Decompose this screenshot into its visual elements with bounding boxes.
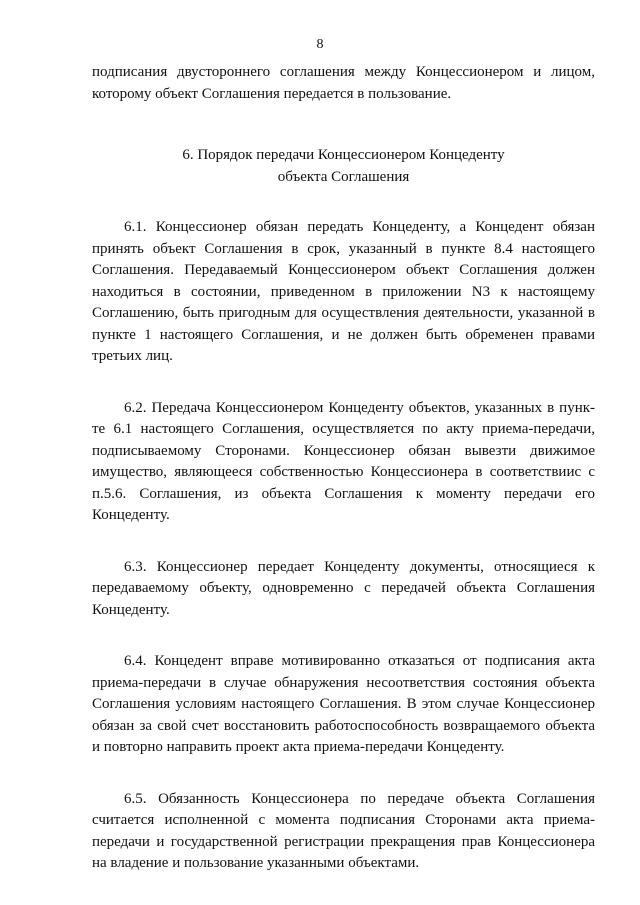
intro-paragraph: подписания двустороннего соглашения между Концессионером и лицом, которому объект Соглашения передается в пользование. xyxy=(92,64,595,102)
clause-6-3: 6.3. Концессионер передает Концеденту документы, относящиеся к передаваемому объекту, одновременно с передачей объекта Соглашения Концеденту. xyxy=(92,558,595,618)
clause-6-1: 6.1. Концессионер обязан передать Концеденту, а Концедент обязан принять объект Соглашения в срок, указанный в пункте 8.4 настоящего Соглашения. Передаваемый Концессионером объект Соглашения должен находиться в состоянии, приведенном в приложении N3 к настоящему Соглашению, быть пригодным для осуществления деятельности, указанной в пункте 1 настоящего Соглашения, и не должен быть обременен правами третьих лиц. xyxy=(92,219,595,364)
section-heading-line-1: 6. Порядок передачи Концессионером Концеденту xyxy=(182,147,505,163)
section-heading-line-2: объекта Соглашения xyxy=(277,168,410,185)
clause-6-4: 6.4. Концедент вправе мотивированно отказаться от подписания акта приема-передачи в случае обнаружения несоответствия состояния объекта Соглашения условиям настоящего Соглашения. В этом случае Концессионер обязан за свой счет восстановить работоспособность возвращаемого объекта и повторно направить проект акта приема-передачи Концеденту. xyxy=(92,653,595,755)
document-body xyxy=(92,62,595,875)
clause-6-5: 6.5. Обязанность Концессионера по передаче объекта Соглашения считается исполненной с момента подписания Сторонами акта приема-передачи и государственной регистрации прекращения прав Концессионера на владение и пользование указанными объектами. xyxy=(92,790,595,871)
clause-6-2: 6.2. Передача Концессионером Концеденту объектов, указанных в пунк-те 6.1 настоящего Соглашения, осуществляется по акту приема-передачи, подписываемому Сторонами. Концессионер обязан вывезти движимое имущество, являющееся собственностью Концессионера в соответствиис с п.5.6. Соглашения, из объекта Соглашения к моменту передачи его Концеденту. xyxy=(92,399,595,523)
section-heading xyxy=(92,145,595,188)
page-number: 8 xyxy=(316,37,324,52)
